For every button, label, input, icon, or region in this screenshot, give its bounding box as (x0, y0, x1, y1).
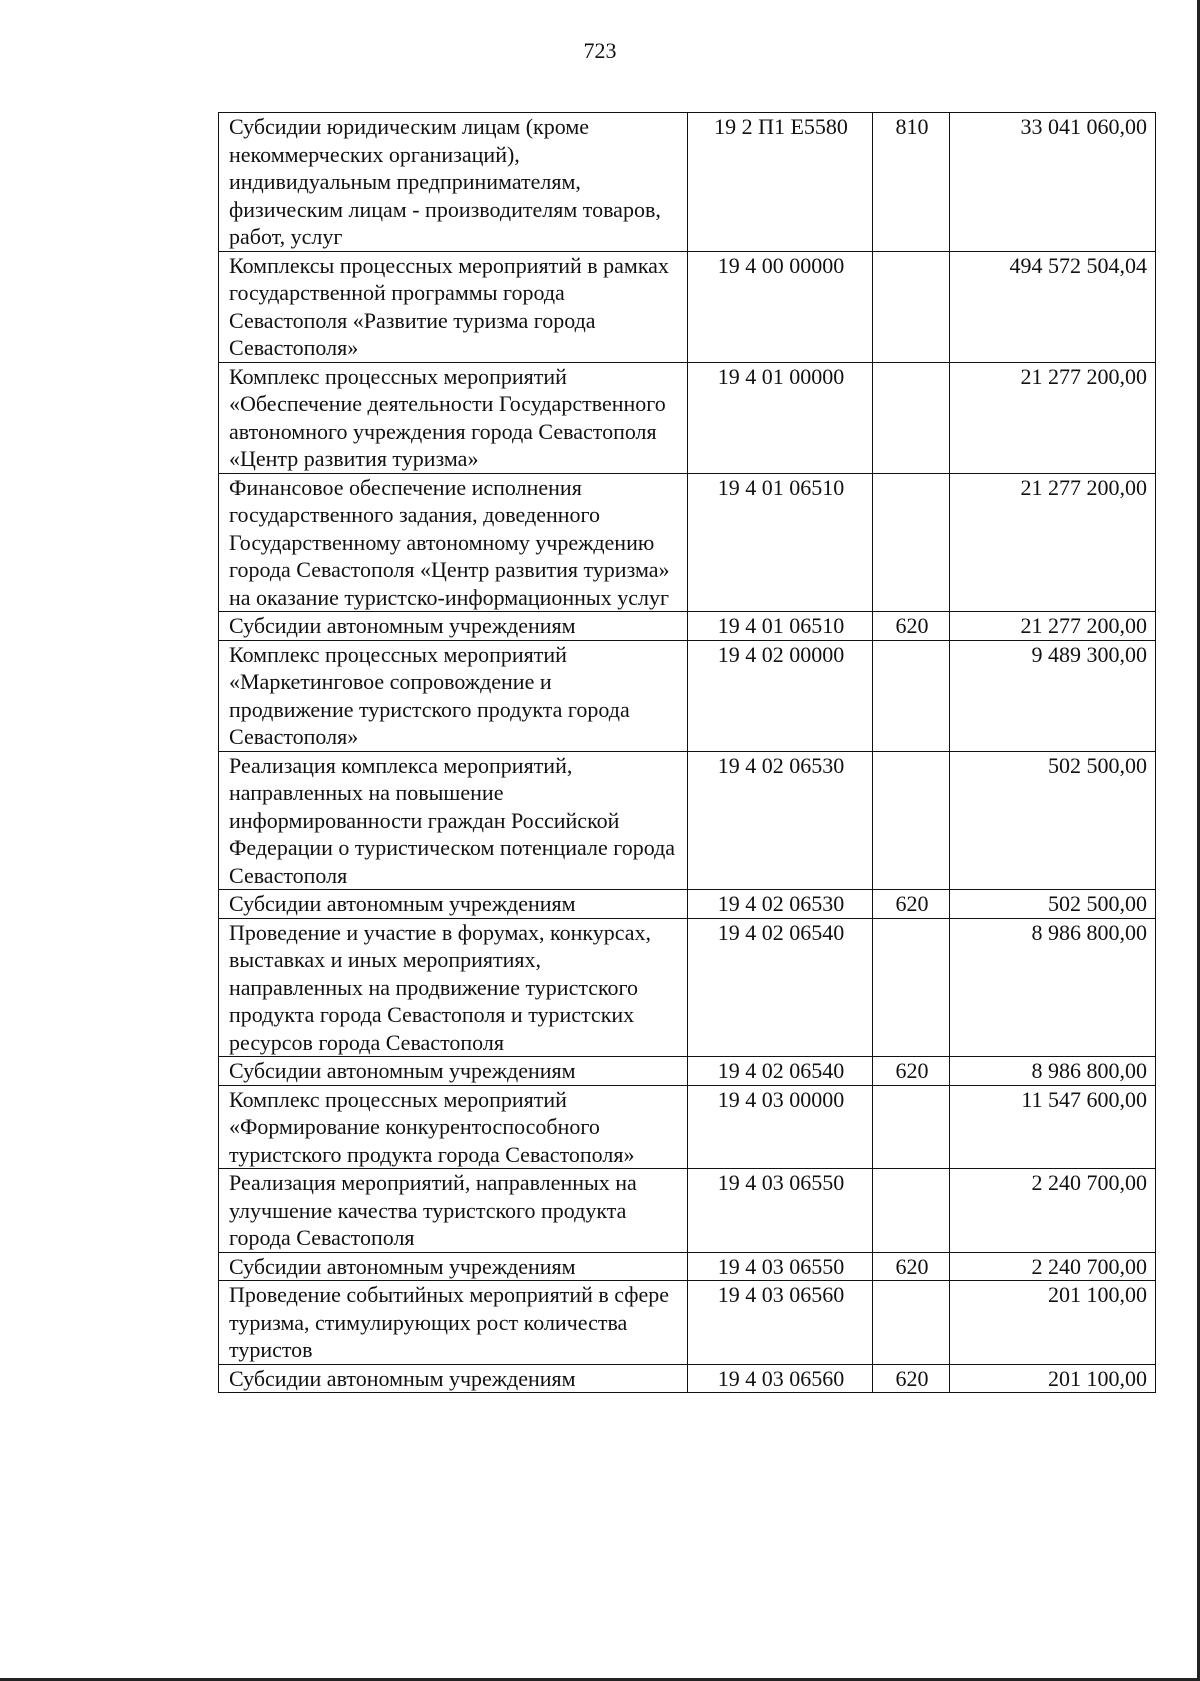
cell-amount: 21 277 200,00 (950, 362, 1156, 473)
cell-name: Комплекс процессных мероприятий «Формирование конкурентоспособного туристского продукта города Севастополя» (219, 1085, 688, 1169)
cell-name: Субсидии автономным учреждениям (219, 612, 688, 641)
cell-name: Комплекс процессных мероприятий «Маркетинговое сопровождение и продвижение туристского продукта города Севастополя» (219, 640, 688, 751)
cell-expense-type (873, 362, 950, 473)
cell-code: 19 4 00 00000 (688, 251, 873, 362)
table-row (219, 918, 1156, 1057)
cell-amount: 8 986 800,00 (950, 918, 1156, 1057)
table-row (219, 1085, 1156, 1169)
table-row (219, 751, 1156, 890)
cell-name: Финансовое обеспечение исполнения государственного задания, доведенного Государственному автономному учреждению города Севастополя «Центр развития туризма» на оказание туристско-информационных услуг (219, 473, 688, 612)
cell-name: Проведение и участие в форумах, конкурсах, выставках и иных мероприятиях, направленных на продвижение туристского продукта города Севастополя и туристских ресурсов города Севастополя (219, 918, 688, 1057)
cell-expense-type: 620 (873, 612, 950, 641)
table-row (219, 113, 1156, 252)
cell-amount: 9 489 300,00 (950, 640, 1156, 751)
cell-code: 19 4 03 06550 (688, 1252, 873, 1281)
cell-expense-type (873, 1169, 950, 1253)
cell-name: Субсидии автономным учреждениям (219, 890, 688, 919)
cell-expense-type: 810 (873, 113, 950, 252)
cell-code: 19 4 01 06510 (688, 612, 873, 641)
cell-expense-type (873, 640, 950, 751)
table-row (219, 1364, 1156, 1393)
cell-code: 19 2 П1 Е5580 (688, 113, 873, 252)
cell-name: Субсидии автономным учреждениям (219, 1057, 688, 1086)
table-row (219, 1057, 1156, 1086)
table-row (219, 1252, 1156, 1281)
cell-amount: 494 572 504,04 (950, 251, 1156, 362)
cell-name: Реализация комплекса мероприятий, направленных на повышение информированности граждан Российской Федерации о туристическом потенциале города Севастополя (219, 751, 688, 890)
table-row (219, 612, 1156, 641)
table-row (219, 890, 1156, 919)
budget-table (218, 112, 1156, 1393)
table-row (219, 473, 1156, 612)
cell-expense-type: 620 (873, 1252, 950, 1281)
table-row (219, 640, 1156, 751)
cell-amount: 2 240 700,00 (950, 1169, 1156, 1253)
cell-amount: 21 277 200,00 (950, 473, 1156, 612)
page-number: 723 (583, 38, 617, 63)
cell-code: 19 4 02 06540 (688, 1057, 873, 1086)
cell-code: 19 4 02 06530 (688, 890, 873, 919)
cell-code: 19 4 03 06550 (688, 1169, 873, 1253)
cell-amount: 33 041 060,00 (950, 113, 1156, 252)
cell-amount: 502 500,00 (950, 890, 1156, 919)
cell-name: Субсидии автономным учреждениям (219, 1252, 688, 1281)
cell-expense-type: 620 (873, 1364, 950, 1393)
cell-amount: 502 500,00 (950, 751, 1156, 890)
cell-expense-type (873, 1085, 950, 1169)
cell-code: 19 4 02 00000 (688, 640, 873, 751)
cell-expense-type (873, 251, 950, 362)
cell-expense-type (873, 751, 950, 890)
cell-code: 19 4 03 06560 (688, 1364, 873, 1393)
cell-name: Комплексы процессных мероприятий в рамках государственной программы города Севастополя «Развитие туризма города Севастополя» (219, 251, 688, 362)
cell-code: 19 4 01 06510 (688, 473, 873, 612)
cell-name: Комплекс процессных мероприятий «Обеспечение деятельности Государственного автономного учреждения города Севастополя «Центр развития туризма» (219, 362, 688, 473)
cell-amount: 2 240 700,00 (950, 1252, 1156, 1281)
cell-amount: 8 986 800,00 (950, 1057, 1156, 1086)
cell-code: 19 4 03 00000 (688, 1085, 873, 1169)
cell-name: Субсидии автономным учреждениям (219, 1364, 688, 1393)
table-row (219, 362, 1156, 473)
cell-amount: 201 100,00 (950, 1364, 1156, 1393)
cell-expense-type (873, 918, 950, 1057)
cell-code: 19 4 01 00000 (688, 362, 873, 473)
cell-amount: 201 100,00 (950, 1281, 1156, 1365)
cell-code: 19 4 02 06530 (688, 751, 873, 890)
cell-amount: 11 547 600,00 (950, 1085, 1156, 1169)
cell-name: Субсидии юридическим лицам (кроме некоммерческих организаций), индивидуальным предпринимателям, физическим лицам - производителям товаров, работ, услуг (219, 113, 688, 252)
table-row (219, 251, 1156, 362)
cell-name: Реализация мероприятий, направленных на улучшение качества туристского продукта города Севастополя (219, 1169, 688, 1253)
cell-name: Проведение событийных мероприятий в сфере туризма, стимулирующих рост количества туристов (219, 1281, 688, 1365)
table-row (219, 1281, 1156, 1365)
cell-expense-type: 620 (873, 890, 950, 919)
cell-amount: 21 277 200,00 (950, 612, 1156, 641)
cell-expense-type: 620 (873, 1057, 950, 1086)
cell-code: 19 4 03 06560 (688, 1281, 873, 1365)
table-row (219, 1169, 1156, 1253)
cell-code: 19 4 02 06540 (688, 918, 873, 1057)
cell-expense-type (873, 473, 950, 612)
budget-table-body (219, 113, 1156, 1393)
cell-expense-type (873, 1281, 950, 1365)
